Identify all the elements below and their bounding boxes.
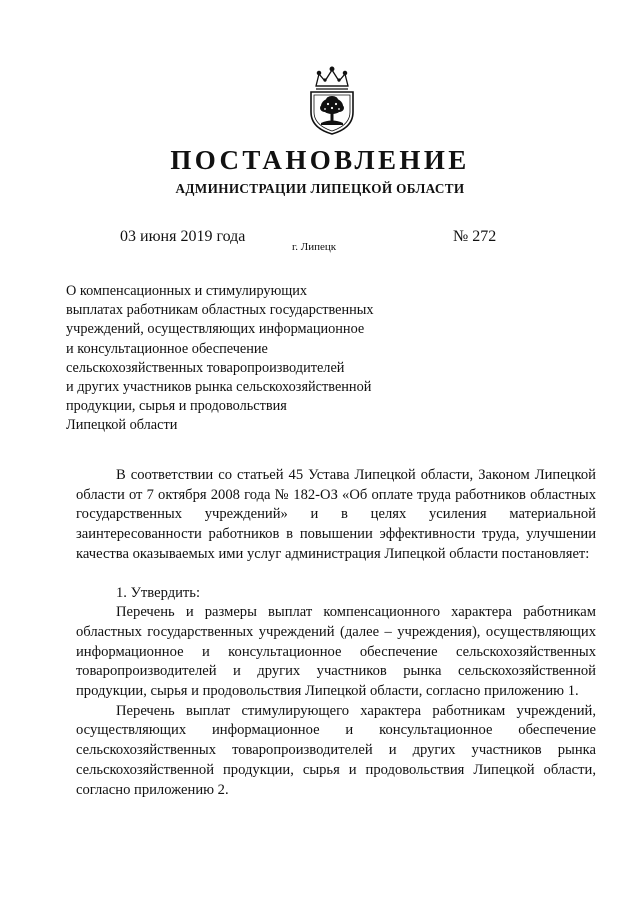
heading-line: и консультационное обеспечение — [66, 340, 268, 357]
heading-line: сельскохозяйственных товаропроизводителей — [66, 359, 345, 376]
clause-1-item-2: Перечень выплат стимулирующего характера работникам учреждений, осуществляющих информационное и консультационное обеспечение сельскохозяйственных товаропроизводителей и других участников рынка сельскохозяйственной продукции, сырья и продовольствия Липецкой области, согласно приложению 2. — [76, 702, 596, 798]
clause-1-item-1: Перечень и размеры выплат компенсационного характера работникам областных государственных учреждений (далее – учреждения), осуществляющих информационное и консультационное обеспечение сельскохозяйственных товаропроизводителей и других участников рынка сельскохозяйственной продукции, сырья и продовольствия Липецкой области, согласно приложению 1. — [76, 604, 596, 700]
document-date: 03 июня 2019 года — [120, 228, 246, 245]
heading-line: выплатах работникам областных государственных — [66, 302, 374, 319]
heading-line: Липецкой области — [66, 417, 178, 434]
coat-of-arms-icon — [305, 66, 359, 136]
document-number: № 272 — [453, 228, 497, 245]
document-subtitle: АДМИНИСТРАЦИИ ЛИПЕЦКОЙ ОБЛАСТИ — [175, 181, 465, 196]
document-heading — [66, 282, 426, 436]
document-city: г. Липецк — [292, 241, 337, 253]
preamble-paragraph: В соответствии со статьей 45 Устава Липецкой области, Законом Липецкой области от 7 октября 2008 года № 182-ОЗ «Об оплате труда работников областных государственных учреждений» и в целях усиления материальной заинтересованности работников в повышении эффективности труда, улучшении качества оказываемых ими услуг администрация Липецкой области постановляет: — [76, 467, 596, 562]
heading-line: учреждений, осуществляющих информационное — [66, 321, 365, 338]
heading-line: О компенсационных и стимулирующих — [66, 283, 308, 299]
document-title: ПОСТАНОВЛЕНИЕ — [170, 145, 470, 175]
heading-line: и других участников рынка сельскохозяйственной — [66, 379, 372, 396]
clause-1-heading: 1. Утвердить: — [116, 584, 201, 601]
document-body — [76, 466, 596, 800]
heading-line: продукции, сырья и продовольствия — [66, 398, 287, 415]
